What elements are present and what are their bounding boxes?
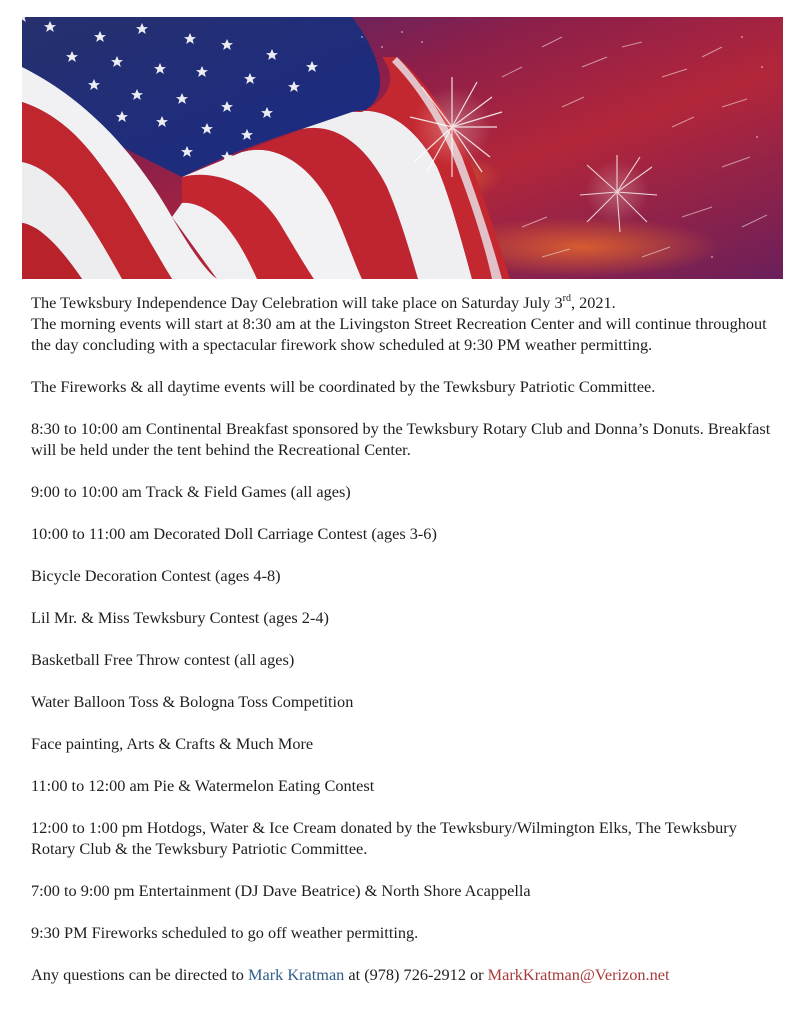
schedule-item-breakfast: 8:30 to 10:00 am Continental Breakfast sponsored by the Tewksbury Rotary Club and Donna’s Donuts. Breakfast will be held under the tent behind the Recreational Center. xyxy=(31,419,771,459)
intro-line-1: The Tewksbury Independence Day Celebration will take place on Saturday July 3rd, 2021. xyxy=(31,292,616,312)
flag-fireworks-image xyxy=(22,17,783,279)
schedule-item-doll-carriage: 10:00 to 11:00 am Decorated Doll Carriage Contest (ages 3-6) xyxy=(31,524,437,543)
flag-fireworks-banner xyxy=(22,17,783,279)
contact-line: Any questions can be directed to Mark Kratman at (978) 726-2912 or MarkKratman@Verizon.net xyxy=(31,965,670,984)
schedule-item-track-field: 9:00 to 10:00 am Track & Field Games (all ages) xyxy=(31,482,351,501)
contact-name-link[interactable]: Mark Kratman xyxy=(248,965,345,984)
schedule-item-water-balloon: Water Balloon Toss & Bologna Toss Competition xyxy=(31,692,354,711)
schedule-item-face-painting: Face painting, Arts & Crafts & Much More xyxy=(31,734,314,753)
schedule-item-basketball: Basketball Free Throw contest (all ages) xyxy=(31,650,295,669)
schedule-item-entertainment: 7:00 to 9:00 pm Entertainment (DJ Dave Beatrice) & North Shore Acappella xyxy=(31,881,531,900)
date-ordinal-suffix: rd xyxy=(562,292,571,304)
event-flyer-body xyxy=(31,292,771,1006)
intro-details: The morning events will start at 8:30 am at the Livingston Street Recreation Center and will continue throughout the day concluding with a spectacular firework show scheduled at 9:30 PM weather permitting. xyxy=(31,314,767,354)
schedule-item-hotdogs: 12:00 to 1:00 pm Hotdogs, Water & Ice Cream donated by the Tewksbury/Wilmington Elks, The Tewksbury Rotary Club & the Tewksbury Patriotic Committee. xyxy=(31,818,737,858)
schedule-item-lil-mr-miss: Lil Mr. & Miss Tewksbury Contest (ages 2-4) xyxy=(31,608,329,627)
coordination-note: The Fireworks & all daytime events will be coordinated by the Tewksbury Patriotic Committee. xyxy=(31,377,656,396)
schedule-item-bicycle: Bicycle Decoration Contest (ages 4-8) xyxy=(31,566,281,585)
schedule-item-pie-eating: 11:00 to 12:00 am Pie & Watermelon Eating Contest xyxy=(31,776,375,795)
schedule-item-fireworks: 9:30 PM Fireworks scheduled to go off weather permitting. xyxy=(31,923,419,942)
contact-email-link[interactable]: MarkKratman@Verizon.net xyxy=(487,965,670,984)
intro-paragraph xyxy=(31,292,771,355)
